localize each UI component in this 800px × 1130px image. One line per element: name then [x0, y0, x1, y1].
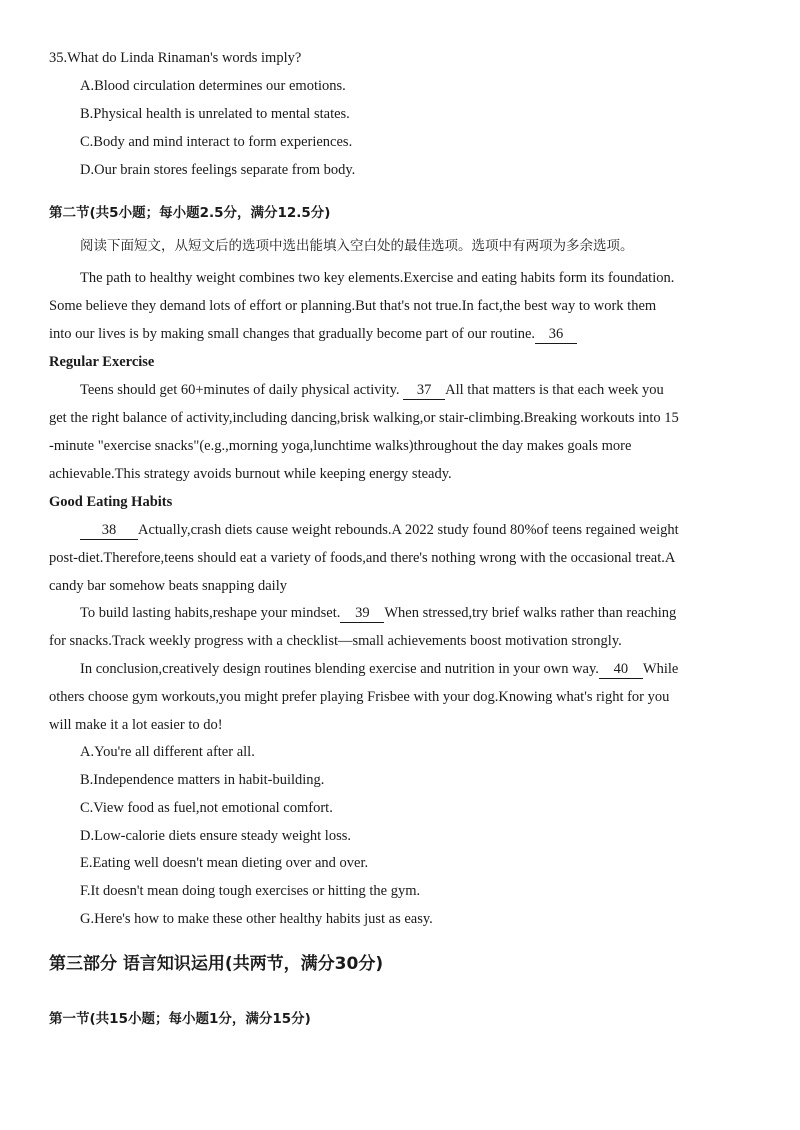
option-b: B.Independence matters in habit-building.	[80, 772, 325, 788]
option-e: E.Eating well doesn't mean dieting over and over.	[80, 855, 369, 871]
para2-line1-text-b: All that matters is that each week you	[445, 382, 664, 398]
q35-option-a: A.Blood circulation determines our emotions.	[80, 78, 346, 94]
para2-line2: get the right balance of activity,including dancing,brisk walking,or stair-climbing.Breaking workouts into 15	[49, 410, 679, 426]
option-c: C.View food as fuel,not emotional comfort.	[80, 800, 333, 816]
para4-line1-text-b: When stressed,try brief walks rather than reaching	[384, 605, 677, 621]
para2-line1-text-a: Teens should get 60+minutes of daily physical activity.	[80, 382, 400, 398]
para1-line3	[49, 324, 577, 344]
blank-40[interactable]: 40	[599, 661, 643, 679]
blank-38[interactable]: 38	[80, 522, 138, 540]
para3-line1-text: Actually,crash diets cause weight rebounds.A 2022 study found 80%of teens regained weight	[138, 522, 679, 538]
option-d: D.Low-calorie diets ensure steady weight loss.	[80, 828, 351, 844]
heading-regular-exercise: Regular Exercise	[49, 354, 155, 370]
heading-good-eating-habits: Good Eating Habits	[49, 494, 173, 510]
para5-line1-text-a: In conclusion,creatively design routines blending exercise and nutrition in your own way.	[80, 661, 599, 677]
para4-line2: for snacks.Track weekly progress with a checklist—small achievements boost motivation strongly.	[49, 633, 622, 649]
para1-line1: The path to healthy weight combines two key elements.Exercise and eating habits form its foundation.	[80, 270, 675, 286]
section2-heading: 第二节(共5小题；每小题2.5分，满分12.5分)	[49, 205, 331, 221]
q35-option-d: D.Our brain stores feelings separate from body.	[80, 162, 356, 178]
section2-instruction: 阅读下面短文，从短文后的选项中选出能填入空白处的最佳选项。选项中有两项为多余选项。	[80, 238, 634, 254]
para1-line3-text: into our lives is by making small changes that gradually become part of our routine.	[49, 326, 536, 342]
para5-line1	[80, 659, 678, 679]
option-f: F.It doesn't mean doing tough exercises or hitting the gym.	[80, 883, 421, 899]
blank-37[interactable]: 37	[403, 382, 445, 400]
para3-line3: candy bar somehow beats snapping daily	[49, 578, 287, 594]
para1-line2: Some believe they demand lots of effort or planning.But that's not true.In fact,the best way to work them	[49, 298, 657, 314]
q35-option-b: B.Physical health is unrelated to mental states.	[80, 106, 350, 122]
question-35: 35.What do Linda Rinaman's words imply?	[49, 50, 302, 66]
para2-line1	[80, 380, 664, 400]
blank-39[interactable]: 39	[340, 605, 384, 623]
para3-line2: post-diet.Therefore,teens should eat a variety of foods,and there's nothing wrong with the occasional treat.A	[49, 550, 676, 566]
para4-line1-text-a: To build lasting habits,reshape your mindset.	[80, 605, 341, 621]
blank-36[interactable]: 36	[535, 326, 577, 344]
option-a: A.You're all different after all.	[80, 744, 255, 760]
option-g: G.Here's how to make these other healthy habits just as easy.	[80, 911, 433, 927]
para3-line1	[80, 520, 679, 540]
para4-line1	[80, 603, 676, 623]
para2-line3: -minute "exercise snacks"(e.g.,morning yoga,lunchtime walks)throughout the day makes goals more	[49, 438, 632, 454]
part3-heading: 第三部分 语言知识运用(共两节，满分30分)	[49, 954, 384, 974]
para5-line1-text-b: While	[642, 661, 679, 677]
q35-option-c: C.Body and mind interact to form experiences.	[80, 134, 353, 150]
para2-line4: achievable.This strategy avoids burnout while keeping energy steady.	[49, 466, 452, 482]
para5-line2: others choose gym workouts,you might prefer playing Frisbee with your dog.Knowing what's right for you	[49, 689, 670, 705]
part3-subheading: 第一节(共15小题；每小题1分，满分15分)	[49, 1011, 311, 1027]
para5-line3: will make it a lot easier to do!	[49, 717, 223, 733]
